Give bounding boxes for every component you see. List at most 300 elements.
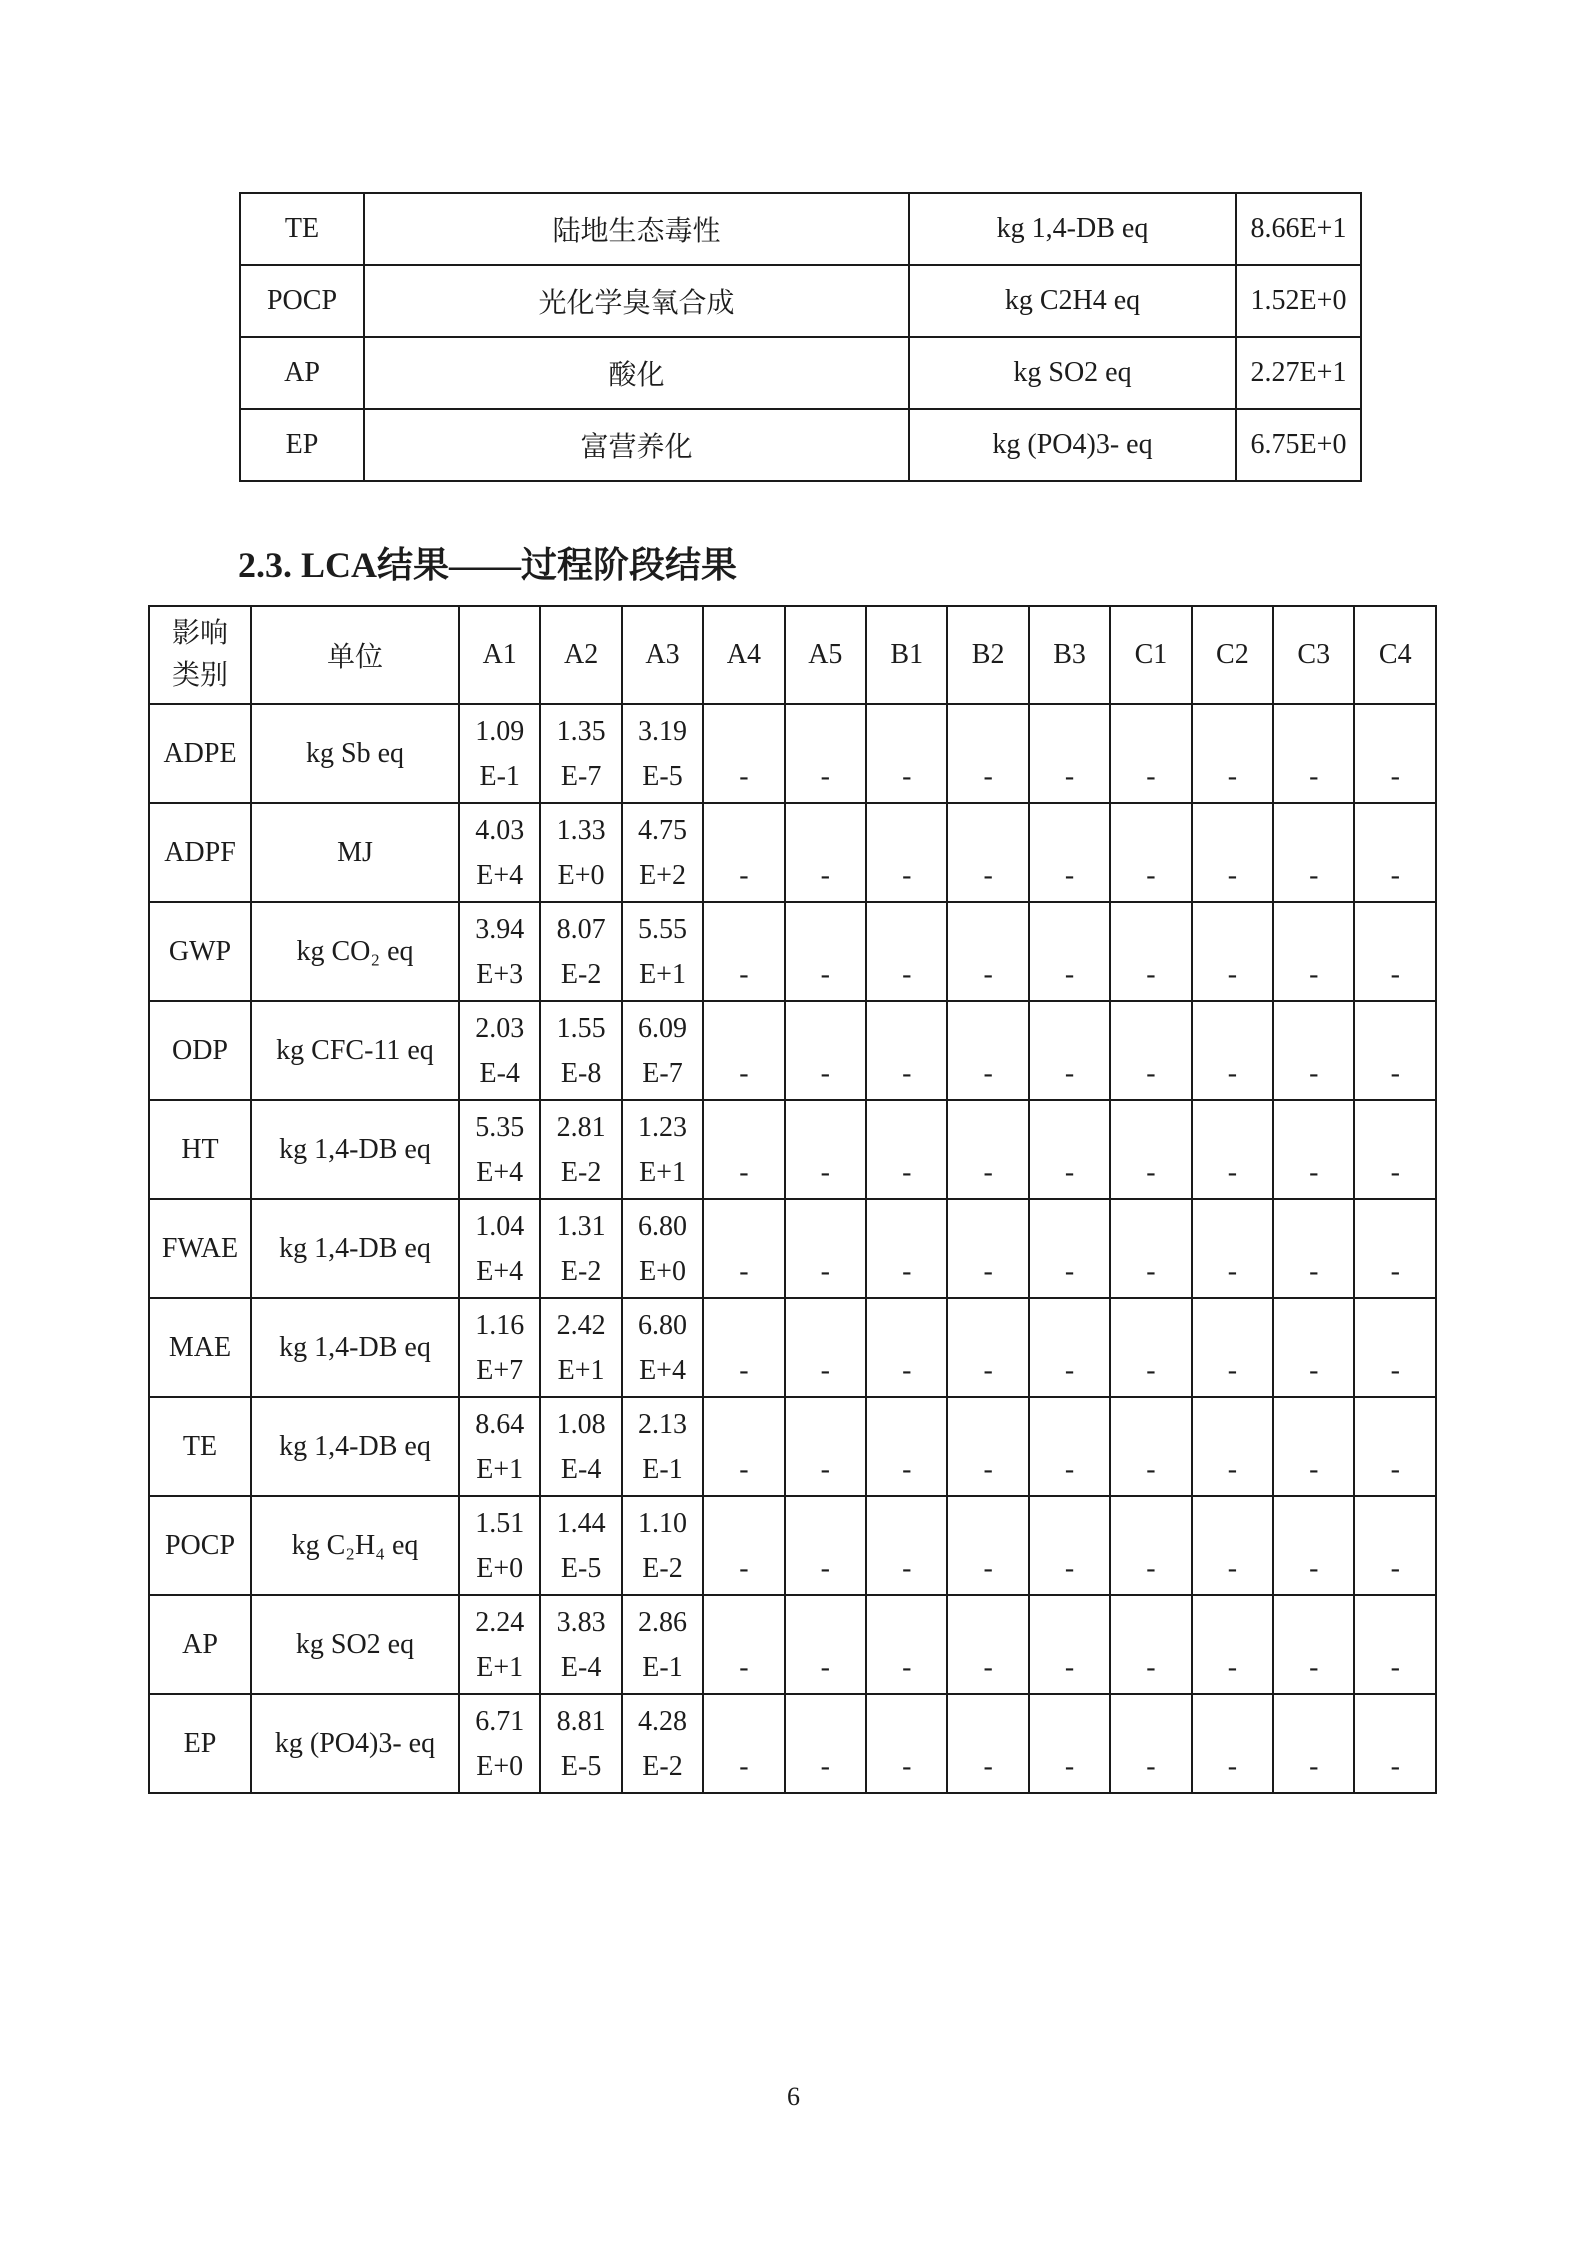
value-exponent: E+0 — [639, 1255, 686, 1287]
value-exponent: E+4 — [476, 859, 524, 891]
value-mantissa — [1193, 1501, 1272, 1546]
value-exponent: E-2 — [560, 1255, 602, 1287]
value-mantissa — [1274, 709, 1353, 754]
stage-value-cell — [1110, 902, 1191, 1001]
stage-value-cell — [1029, 902, 1110, 1001]
value-mantissa: 1.51 — [475, 1507, 525, 1539]
value-mantissa: 5.35 — [475, 1111, 525, 1143]
value-mantissa — [704, 808, 783, 853]
value-exponent: E+0 — [476, 1552, 524, 1584]
stage-value-cell — [1110, 1001, 1191, 1100]
stage-value-cell — [703, 902, 784, 1001]
stage-value-cell — [947, 1496, 1028, 1595]
impact-value-cell: 6.75E+0 — [1236, 409, 1361, 481]
value-mantissa: 2.13 — [638, 1408, 688, 1440]
stage-value-cell — [459, 704, 540, 803]
header-cell-unit: 单位 — [251, 606, 459, 704]
header-cell-impact-category — [149, 606, 251, 704]
value-exponent: - — [1146, 1552, 1156, 1584]
value-exponent: - — [1309, 859, 1319, 891]
value-exponent: - — [902, 1750, 912, 1782]
impact-code-cell: EP — [149, 1694, 251, 1793]
stage-value-cell — [866, 1001, 947, 1100]
stage-value-cell — [1354, 1496, 1436, 1595]
value-exponent: - — [1309, 958, 1319, 990]
stage-value-cell — [540, 1694, 621, 1793]
value-mantissa — [867, 1501, 946, 1546]
stage-results-row — [149, 803, 1436, 902]
value-exponent: - — [1309, 1750, 1319, 1782]
stage-value-cell — [1354, 1100, 1436, 1199]
stage-value-cell — [1273, 1496, 1354, 1595]
impact-code-cell: POCP — [149, 1496, 251, 1595]
value-exponent: - — [820, 1750, 830, 1782]
stage-value-cell — [866, 1199, 947, 1298]
stage-value-cell — [459, 1397, 540, 1496]
value-exponent: - — [983, 1651, 993, 1683]
value-mantissa — [1355, 808, 1435, 853]
impact-name-cell: 光化学臭氧合成 — [364, 265, 909, 337]
value-exponent: - — [1390, 1255, 1400, 1287]
stage-value-cell — [947, 1397, 1028, 1496]
value-exponent: E-7 — [642, 1057, 683, 1089]
value-mantissa — [1274, 1006, 1353, 1051]
stage-value-cell — [703, 1397, 784, 1496]
value-mantissa — [704, 1699, 783, 1744]
stage-value-cell — [540, 1199, 621, 1298]
value-mantissa — [1274, 1303, 1353, 1348]
stage-value-cell — [540, 704, 621, 803]
value-mantissa — [1111, 1699, 1190, 1744]
value-mantissa — [867, 1699, 946, 1744]
stage-value-cell — [1110, 1496, 1191, 1595]
value-mantissa — [1355, 1105, 1435, 1150]
value-exponent: - — [902, 1156, 912, 1188]
stage-value-cell — [1192, 704, 1273, 803]
value-exponent: - — [983, 1453, 993, 1485]
value-mantissa — [1030, 1600, 1109, 1645]
stage-value-cell — [1110, 1595, 1191, 1694]
value-exponent: - — [902, 1057, 912, 1089]
value-exponent: - — [902, 1552, 912, 1584]
stage-value-cell — [622, 1694, 703, 1793]
value-exponent: - — [1064, 859, 1075, 891]
value-exponent: E+0 — [476, 1750, 524, 1782]
stage-value-cell — [1192, 1199, 1273, 1298]
value-exponent: - — [739, 1453, 749, 1485]
value-exponent: E+4 — [639, 1354, 686, 1386]
value-exponent: E+1 — [476, 1651, 524, 1683]
stage-value-cell — [1354, 704, 1436, 803]
value-exponent: - — [1146, 1651, 1156, 1683]
impact-code-cell: TE — [149, 1397, 251, 1496]
header-cell-stage-c1: C1 — [1110, 606, 1191, 704]
value-mantissa — [1274, 1105, 1353, 1150]
stage-value-cell — [1110, 704, 1191, 803]
value-mantissa — [948, 1006, 1027, 1051]
stage-value-cell — [622, 803, 703, 902]
stage-value-cell — [703, 704, 784, 803]
impact-value-cell: 2.27E+1 — [1236, 337, 1361, 409]
stage-value-cell — [703, 1100, 784, 1199]
value-mantissa: 3.83 — [556, 1606, 606, 1638]
value-exponent: - — [1390, 1552, 1400, 1584]
stage-value-cell — [622, 704, 703, 803]
value-exponent: E-1 — [479, 760, 520, 792]
value-mantissa — [948, 1501, 1027, 1546]
stage-value-cell — [540, 1595, 621, 1694]
impact-code-cell: POCP — [240, 265, 364, 337]
value-exponent: E-7 — [560, 760, 602, 792]
value-exponent: - — [739, 1651, 749, 1683]
value-mantissa — [704, 1006, 783, 1051]
stage-value-cell — [540, 1001, 621, 1100]
stage-table-header-row — [149, 606, 1436, 704]
stage-value-cell — [459, 1199, 540, 1298]
stage-value-cell — [1192, 1001, 1273, 1100]
value-mantissa — [1355, 907, 1435, 952]
value-mantissa — [1274, 1699, 1353, 1744]
stage-value-cell — [703, 1694, 784, 1793]
value-mantissa: 4.75 — [638, 814, 688, 846]
stage-value-cell — [1110, 1199, 1191, 1298]
stage-value-cell — [947, 1694, 1028, 1793]
value-mantissa — [1111, 709, 1190, 754]
stage-results-row — [149, 1694, 1436, 1793]
stage-value-cell — [1354, 1001, 1436, 1100]
value-mantissa: 1.04 — [475, 1210, 525, 1242]
value-mantissa — [867, 1006, 946, 1051]
stage-value-cell — [947, 1595, 1028, 1694]
value-mantissa: 4.28 — [638, 1705, 688, 1737]
value-mantissa — [1111, 1105, 1190, 1150]
value-mantissa — [1193, 1006, 1272, 1051]
header-cell-stage-b1: B1 — [866, 606, 947, 704]
stage-value-cell — [1273, 1100, 1354, 1199]
stage-value-cell — [1273, 1298, 1354, 1397]
value-exponent: E-8 — [560, 1057, 602, 1089]
value-exponent: - — [1064, 1750, 1075, 1782]
stage-value-cell — [1110, 803, 1191, 902]
value-mantissa — [1274, 1600, 1353, 1645]
value-mantissa — [786, 1204, 865, 1249]
value-exponent: E-2 — [560, 1156, 602, 1188]
header-cell-stage-a5: A5 — [785, 606, 866, 704]
value-mantissa — [1030, 907, 1109, 952]
value-exponent: E-2 — [642, 1552, 683, 1584]
value-exponent: - — [820, 859, 830, 891]
impact-summary-row — [240, 265, 1361, 337]
stage-results-row — [149, 1595, 1436, 1694]
value-exponent: - — [1146, 1453, 1156, 1485]
stage-value-cell — [1273, 1595, 1354, 1694]
stage-value-cell — [947, 1199, 1028, 1298]
value-mantissa — [704, 1600, 783, 1645]
value-mantissa — [1355, 1303, 1435, 1348]
value-mantissa — [1030, 808, 1109, 853]
stage-value-cell — [622, 1001, 703, 1100]
value-exponent: - — [820, 1255, 830, 1287]
value-exponent: - — [1146, 1255, 1156, 1287]
stage-value-cell — [1029, 803, 1110, 902]
stage-value-cell — [785, 1694, 866, 1793]
value-exponent: - — [1064, 1453, 1075, 1485]
impact-code-cell: TE — [240, 193, 364, 265]
stage-value-cell — [459, 1694, 540, 1793]
value-exponent: - — [1390, 859, 1400, 891]
value-exponent: - — [820, 760, 830, 792]
value-mantissa — [786, 1006, 865, 1051]
value-exponent: - — [1227, 1552, 1238, 1584]
stage-value-cell — [1273, 1694, 1354, 1793]
value-exponent: - — [1390, 760, 1400, 792]
unit-cell: kg SO2 eq — [251, 1595, 459, 1694]
value-mantissa: 3.94 — [475, 913, 525, 945]
value-exponent: - — [983, 1552, 993, 1584]
stage-value-cell — [866, 1595, 947, 1694]
stage-value-cell — [540, 1100, 621, 1199]
value-mantissa — [867, 1402, 946, 1447]
value-exponent: E+3 — [476, 958, 524, 990]
header-cell-stage-c3: C3 — [1273, 606, 1354, 704]
value-mantissa — [1355, 709, 1435, 754]
value-exponent: - — [1064, 1156, 1075, 1188]
stage-value-cell — [785, 902, 866, 1001]
value-exponent: - — [1390, 1651, 1400, 1683]
value-exponent: E-2 — [560, 958, 602, 990]
stage-value-cell — [866, 1298, 947, 1397]
value-mantissa — [867, 709, 946, 754]
value-exponent: - — [739, 1057, 749, 1089]
stage-results-row — [149, 1397, 1436, 1496]
value-exponent: - — [1146, 1354, 1156, 1386]
header-cell-stage-c4: C4 — [1354, 606, 1436, 704]
stage-value-cell — [622, 1199, 703, 1298]
stage-value-cell — [785, 1595, 866, 1694]
value-mantissa — [786, 1402, 865, 1447]
stage-value-cell — [947, 803, 1028, 902]
stage-results-row — [149, 1298, 1436, 1397]
value-mantissa — [1111, 1006, 1190, 1051]
value-exponent: E+0 — [557, 859, 605, 891]
value-mantissa — [867, 907, 946, 952]
stage-results-row — [149, 1001, 1436, 1100]
value-mantissa — [704, 1105, 783, 1150]
value-exponent: - — [739, 1156, 749, 1188]
value-exponent: - — [902, 1354, 912, 1386]
value-mantissa — [1111, 1402, 1190, 1447]
stage-value-cell — [947, 1001, 1028, 1100]
stage-value-cell — [540, 1496, 621, 1595]
value-exponent: - — [820, 1156, 830, 1188]
value-exponent: - — [739, 1750, 749, 1782]
value-exponent: - — [1064, 1651, 1075, 1683]
impact-value-cell: 8.66E+1 — [1236, 193, 1361, 265]
stage-value-cell — [866, 902, 947, 1001]
value-mantissa: 8.81 — [556, 1705, 606, 1737]
value-mantissa: 1.16 — [475, 1309, 525, 1341]
value-mantissa — [1193, 1600, 1272, 1645]
stage-value-cell — [1192, 1298, 1273, 1397]
value-exponent: E-5 — [560, 1750, 602, 1782]
value-exponent: E-4 — [479, 1057, 520, 1089]
stage-table-header — [149, 606, 1436, 704]
stage-value-cell — [866, 1397, 947, 1496]
value-mantissa — [1030, 1105, 1109, 1150]
value-mantissa — [704, 1501, 783, 1546]
stage-value-cell — [540, 803, 621, 902]
value-exponent: - — [1309, 1651, 1319, 1683]
stage-value-cell — [1354, 1298, 1436, 1397]
value-exponent: - — [739, 958, 749, 990]
value-mantissa: 1.33 — [556, 814, 606, 846]
stage-value-cell — [1029, 1397, 1110, 1496]
value-exponent: E-1 — [642, 1453, 683, 1485]
stage-value-cell — [785, 803, 866, 902]
stage-value-cell — [1273, 902, 1354, 1001]
header-cell-stage-a3: A3 — [622, 606, 703, 704]
stage-value-cell — [785, 1001, 866, 1100]
unit-cell: kg C₂H₄ eq — [251, 1496, 459, 1595]
value-exponent: - — [1227, 1651, 1238, 1683]
stage-value-cell — [622, 902, 703, 1001]
stage-value-cell — [1354, 1199, 1436, 1298]
value-exponent: - — [1309, 1552, 1319, 1584]
value-exponent: - — [1064, 1552, 1075, 1584]
stage-value-cell — [1273, 1397, 1354, 1496]
value-mantissa — [1355, 1600, 1435, 1645]
stage-value-cell — [459, 1595, 540, 1694]
value-mantissa: 1.08 — [556, 1408, 606, 1440]
value-mantissa — [1274, 1402, 1353, 1447]
value-mantissa: 2.86 — [638, 1606, 688, 1638]
impact-code-cell: ADPE — [149, 704, 251, 803]
stage-value-cell — [866, 1100, 947, 1199]
value-mantissa: 1.44 — [556, 1507, 606, 1539]
stage-value-cell — [1354, 803, 1436, 902]
impact-summary-table — [239, 192, 1362, 482]
value-mantissa — [1193, 1204, 1272, 1249]
value-mantissa — [1355, 1006, 1435, 1051]
stage-value-cell — [947, 704, 1028, 803]
value-mantissa — [1193, 1402, 1272, 1447]
value-mantissa — [867, 808, 946, 853]
unit-cell: MJ — [251, 803, 459, 902]
stage-value-cell — [1029, 1496, 1110, 1595]
value-exponent: - — [1309, 1057, 1319, 1089]
value-mantissa — [948, 1204, 1027, 1249]
stage-value-cell — [459, 803, 540, 902]
value-mantissa — [1193, 1699, 1272, 1744]
impact-unit-cell: kg C2H4 eq — [909, 265, 1236, 337]
header-cell-stage-a1: A1 — [459, 606, 540, 704]
value-exponent: - — [820, 958, 830, 990]
value-mantissa: 2.81 — [556, 1111, 606, 1143]
stage-value-cell — [1110, 1298, 1191, 1397]
stage-results-row — [149, 1496, 1436, 1595]
value-exponent: - — [739, 1255, 749, 1287]
stage-value-cell — [459, 1298, 540, 1397]
stage-value-cell — [1029, 1694, 1110, 1793]
value-mantissa — [786, 808, 865, 853]
value-exponent: - — [983, 1255, 993, 1287]
value-mantissa — [1111, 1204, 1190, 1249]
value-exponent: E+7 — [476, 1354, 524, 1386]
value-exponent: E+1 — [557, 1354, 605, 1386]
value-exponent: - — [1309, 1354, 1319, 1386]
stage-value-cell — [1273, 1001, 1354, 1100]
stage-value-cell — [785, 1100, 866, 1199]
value-exponent: - — [1227, 859, 1238, 891]
value-mantissa — [786, 709, 865, 754]
stage-value-cell — [785, 1199, 866, 1298]
value-mantissa: 8.07 — [556, 913, 606, 945]
impact-unit-cell: kg 1,4-DB eq — [909, 193, 1236, 265]
stage-value-cell — [703, 1496, 784, 1595]
impact-name-cell: 陆地生态毒性 — [364, 193, 909, 265]
value-mantissa: 1.35 — [556, 715, 606, 747]
value-exponent: - — [1390, 1354, 1400, 1386]
stage-value-cell — [622, 1100, 703, 1199]
value-mantissa — [1111, 1501, 1190, 1546]
header-cell-stage-b3: B3 — [1029, 606, 1110, 704]
stage-value-cell — [785, 704, 866, 803]
value-mantissa: 1.31 — [556, 1210, 606, 1242]
value-mantissa — [786, 1600, 865, 1645]
value-exponent: - — [1146, 760, 1156, 792]
value-exponent: - — [983, 1354, 993, 1386]
value-mantissa — [1193, 1105, 1272, 1150]
value-mantissa — [1030, 1501, 1109, 1546]
unit-cell: kg (PO4)3- eq — [251, 1694, 459, 1793]
stage-value-cell — [622, 1595, 703, 1694]
impact-code-cell: EP — [240, 409, 364, 481]
unit-cell: kg CO₂ eq — [251, 902, 459, 1001]
stage-value-cell — [1192, 1100, 1273, 1199]
value-exponent: - — [902, 859, 912, 891]
stage-value-cell — [1110, 1100, 1191, 1199]
value-mantissa — [1274, 907, 1353, 952]
value-mantissa: 1.09 — [475, 715, 525, 747]
value-mantissa — [786, 1501, 865, 1546]
stage-value-cell — [866, 1694, 947, 1793]
stage-value-cell — [1354, 1595, 1436, 1694]
value-mantissa — [1111, 808, 1190, 853]
stage-value-cell — [1273, 704, 1354, 803]
value-mantissa — [1355, 1204, 1435, 1249]
impact-code-cell: ODP — [149, 1001, 251, 1100]
stage-results-row — [149, 1199, 1436, 1298]
value-exponent: - — [739, 1354, 749, 1386]
value-exponent: - — [1309, 1453, 1319, 1485]
stage-value-cell — [540, 1397, 621, 1496]
value-exponent: E-5 — [642, 760, 683, 792]
unit-cell: kg CFC-11 eq — [251, 1001, 459, 1100]
value-mantissa — [1193, 907, 1272, 952]
value-exponent: - — [739, 760, 749, 792]
impact-code-cell: GWP — [149, 902, 251, 1001]
value-mantissa — [786, 1105, 865, 1150]
stage-value-cell — [866, 803, 947, 902]
value-mantissa — [704, 1204, 783, 1249]
value-exponent: - — [1146, 1156, 1156, 1188]
stage-value-cell — [866, 704, 947, 803]
value-mantissa — [1193, 1303, 1272, 1348]
value-mantissa — [704, 907, 783, 952]
value-exponent: - — [983, 760, 993, 792]
header-cell-stage-a4: A4 — [703, 606, 784, 704]
stage-results-row — [149, 902, 1436, 1001]
